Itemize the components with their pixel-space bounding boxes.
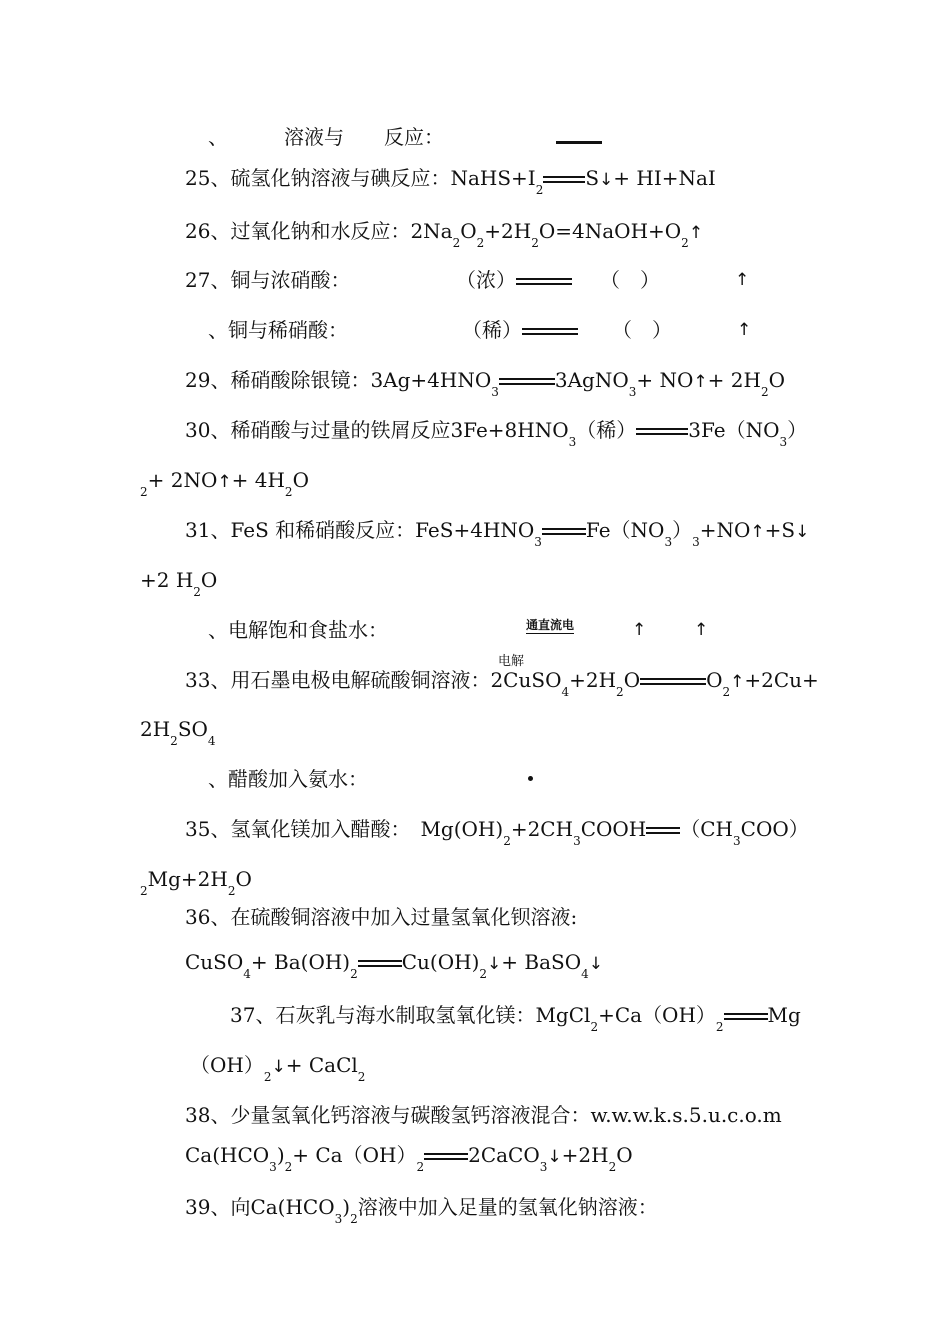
equals-sign [542,528,586,535]
equals-sign [640,678,706,685]
gas-arrow-icon: ↑ [632,620,647,640]
reaction-35-cont: $_2Mg+2H_2O$ [140,867,252,898]
reaction-38: 38、少量氢氧化钙溶液与碳酸氢钙溶液混合：w.w.w.k.s.5.u.c.o.m [185,1103,782,1127]
equals-sign [543,176,585,183]
reaction-27: 27、铜与浓硝酸： [185,268,351,292]
reaction-37: 37、石灰乳与海水制取氢氧化镁：$MgCl_2+Ca(OH)_2$ Mg [230,1003,801,1034]
reaction-36: 36、在硫酸铜溶液中加入过量氢氧化钡溶液: [185,905,578,929]
equals-sign [499,378,555,385]
reaction-38-eq: $Ca(HCO_3)_2+ Ca(OH)_2$ $2CaCO_3↓+2H_2O$ [185,1143,633,1174]
equals-sign [636,428,688,435]
precipitate-arrow-icon: ↓ [487,954,502,974]
equals-sign [724,1013,768,1020]
line-24-sep: 、 [208,125,228,149]
reaction-36-eq: CuSO$_4$+ $Ba(OH)_2$ $Cu(OH)_2↓+$ BaSO$_4$↓ [185,950,604,981]
gas-arrow-icon: ↑ [750,522,765,542]
equals-bar [556,141,602,144]
reaction-37-cont: $(OH)_2↓+$ CaCl$_2$ [190,1053,366,1084]
reaction-27-cond: （浓） [456,268,572,292]
reaction-31-cont: +2 $H_2O$ [140,568,218,599]
reaction-28: 、铜与稀硝酸： [208,318,348,342]
precipitate-arrow-icon: ↓ [547,1147,562,1167]
reaction-33: 33、用石墨电极电解硫酸铜溶液：$2CuSO_4+2H_2O$ $O_2↑+2Cu+$ [185,668,819,699]
equals-sign [522,328,578,335]
equals-sign [516,278,572,285]
reaction-33-cont: $2H_2SO_4$ [140,717,216,748]
precipitate-arrow-icon: ↓ [271,1057,286,1077]
reaction-25: 25、硫氢化钠溶液与碘反应：$NaHS+I_2$ S↓+ HI+NaI [185,166,716,197]
gas-arrow-icon: ↑ [735,270,750,290]
equals-sign [646,827,680,834]
gas-arrow-icon: ↑ [730,672,745,692]
bullet-dot [528,776,533,781]
reaction-24-text2: 反应： [384,125,444,149]
reaction-30-cont: $_2$+ 2NO↑+ $4H_2O$ [140,468,309,499]
reaction-24-text: 溶液与 [284,125,344,149]
equals-sign [358,960,402,967]
reaction-29: 29、稀硝酸除银镜：$3Ag+4HNO_3$ 3AgNO$_3$+ NO↑+ $2H_2O$ [185,368,785,399]
gas-arrow-icon: ↑ [694,620,709,640]
reaction-31: 31、FeS 和稀硝酸反应：$FeS+4HNO_3$ $Fe(NO_3)_3+NO↑+S↓$ [185,518,810,549]
reaction-27-paren: （ ） [600,268,660,292]
reaction-34: 、醋酸加入氨水： [208,767,368,791]
reaction-35: 35、氢氧化镁加入醋酸： $Mg(OH)_2+2CH_3COOH$ $(CH_3COO)$ [185,817,809,848]
reaction-26: 26、过氧化钠和水反应：$2Na_2O_2+2H_2O=4NaOH+O_2↑$ [185,219,704,250]
precipitate-arrow-icon: ↓ [599,170,614,190]
reaction-32: 、电解饱和食盐水： [208,618,388,642]
reaction-28-paren: （ ） [612,318,672,342]
reaction-39: 39、向$Ca(HCO_3)_2$溶液中加入足量的氢氧化钠溶液： [185,1195,658,1226]
gas-arrow-icon: ↑ [688,223,704,243]
precipitate-arrow-icon: ↓ [795,522,810,542]
reaction-30: 30、稀硝酸与过量的铁屑反应$3Fe+8HNO_3$（稀） $3Fe(NO_3)$ [185,418,808,449]
equals-sign [424,1153,468,1160]
precipitate-arrow-icon: ↓ [588,954,604,974]
reaction-24 [208,125,228,149]
gas-arrow-icon: ↑ [693,372,708,392]
condition-label: 通直流电 [526,618,575,632]
condition-label: 电解 [498,654,525,669]
reaction-28-cond: （稀） [462,318,578,342]
gas-arrow-icon: ↑ [737,320,752,340]
gas-arrow-icon: ↑ [217,472,232,492]
